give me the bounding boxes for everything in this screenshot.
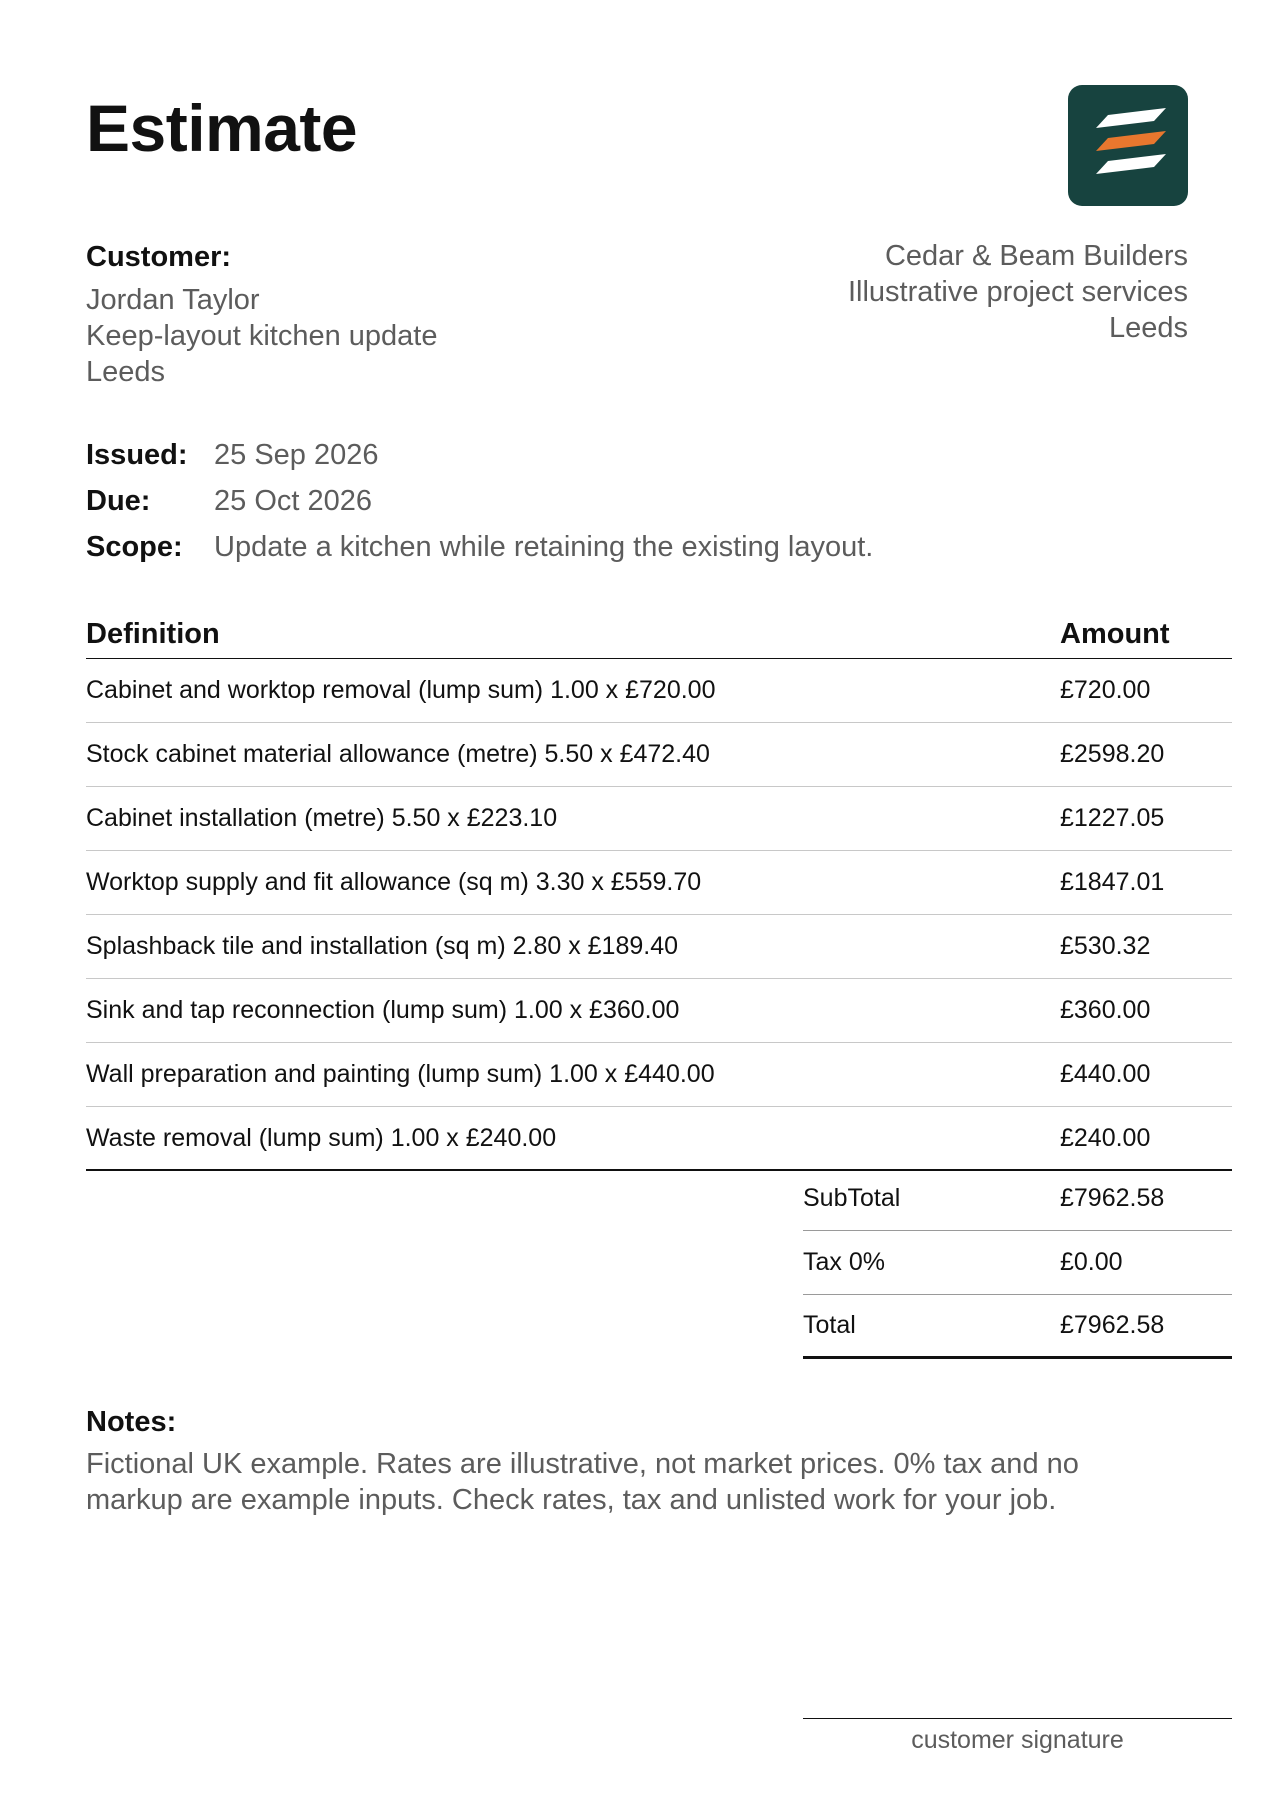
scope-text: Update a kitchen while retaining the existing layout. <box>214 530 874 563</box>
scope-row <box>86 524 873 570</box>
company-logo-icon <box>1068 85 1188 206</box>
subtotal-label: SubTotal <box>803 1184 901 1212</box>
line-item-amount: £240.00 <box>1060 1123 1151 1152</box>
line-item-definition: Cabinet and worktop removal (lump sum) 1.00 x £720.00 <box>86 676 716 704</box>
issued-date: 25 Sep 2026 <box>214 438 379 471</box>
logo-middle-stripe <box>1096 131 1166 151</box>
signature-label: customer signature <box>911 1726 1124 1754</box>
total-label: Total <box>803 1311 856 1339</box>
line-item-amount: £1847.01 <box>1060 868 1165 896</box>
subtotal-row <box>803 1167 1232 1231</box>
document-title: Estimate <box>86 91 358 165</box>
stacked-layers-icon <box>1068 85 1188 206</box>
company-block <box>848 238 1188 346</box>
line-item-amount: £440.00 <box>1060 1060 1151 1088</box>
table-row <box>86 1043 1232 1107</box>
amount-header: Amount <box>1060 617 1170 650</box>
issued-row <box>86 432 873 478</box>
line-item-amount: £2598.20 <box>1060 740 1165 768</box>
line-item-definition: Cabinet installation (metre) 5.50 x £223.10 <box>86 804 558 832</box>
totals-block <box>803 1167 1232 1359</box>
notes-line-1: Fictional UK example. Rates are illustrative, not market prices. 0% tax and no <box>86 1448 1079 1480</box>
tax-value: £0.00 <box>1060 1248 1123 1276</box>
due-label: Due: <box>86 484 151 517</box>
customer-name: Jordan Taylor <box>86 284 260 316</box>
estimate-meta <box>86 432 873 570</box>
line-item-amount: £1227.05 <box>1060 804 1165 832</box>
table-row <box>86 979 1232 1043</box>
definition-header: Definition <box>86 617 220 650</box>
line-item-definition: Sink and tap reconnection (lump sum) 1.00 x £360.00 <box>86 996 680 1024</box>
line-item-definition: Waste removal (lump sum) 1.00 x £240.00 <box>86 1123 557 1152</box>
subtotal-value: £7962.58 <box>1060 1184 1165 1212</box>
line-item-definition: Splashback tile and installation (sq m) 2.80 x £189.40 <box>86 932 679 960</box>
tax-label: Tax 0% <box>803 1248 885 1276</box>
customer-block <box>86 238 437 390</box>
company-city: Leeds <box>1108 312 1188 344</box>
line-item-definition: Stock cabinet material allowance (metre) 5.50 x £472.40 <box>86 740 710 768</box>
notes-line-2: markup are example inputs. Check rates, tax and unlisted work for your job. <box>86 1484 1057 1516</box>
table-row <box>86 659 1232 723</box>
tax-row <box>803 1231 1232 1295</box>
line-item-amount: £720.00 <box>1060 676 1151 704</box>
notes-label: Notes: <box>86 1406 177 1438</box>
table-header <box>86 610 1232 659</box>
line-item-definition: Worktop supply and fit allowance (sq m) 3.30 x £559.70 <box>86 868 702 896</box>
table-row <box>86 1107 1232 1171</box>
customer-project: Keep-layout kitchen update <box>86 320 438 352</box>
notes-block <box>86 1402 1186 1518</box>
scope-label: Scope: <box>86 530 183 563</box>
due-row <box>86 478 873 524</box>
company-name: Cedar & Beam Builders <box>884 240 1188 272</box>
logo-bottom-stripe <box>1096 154 1166 174</box>
table-row <box>86 787 1232 851</box>
table-row <box>86 723 1232 787</box>
logo-top-stripe <box>1096 108 1166 128</box>
table-row <box>86 915 1232 979</box>
customer-city: Leeds <box>86 356 166 388</box>
due-date: 25 Oct 2026 <box>214 484 372 517</box>
line-item-amount: £530.32 <box>1060 932 1151 960</box>
line-item-amount: £360.00 <box>1060 996 1151 1024</box>
company-tagline: Illustrative project services <box>847 276 1188 308</box>
table-row <box>86 851 1232 915</box>
total-value: £7962.58 <box>1060 1311 1165 1339</box>
line-items-table <box>86 610 1232 1171</box>
issued-label: Issued: <box>86 438 188 471</box>
total-row <box>803 1295 1232 1359</box>
customer-label: Customer: <box>86 241 232 273</box>
line-item-definition: Wall preparation and painting (lump sum) 1.00 x £440.00 <box>86 1060 715 1088</box>
signature-line <box>803 1718 1232 1719</box>
